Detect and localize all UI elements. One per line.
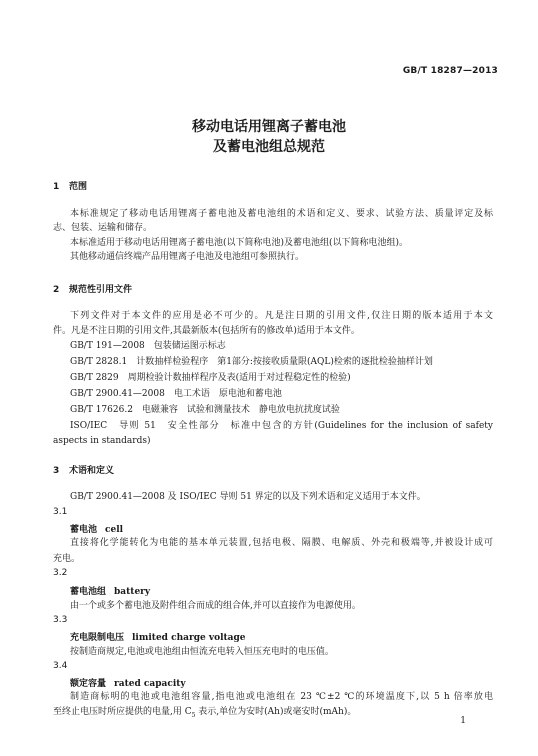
paragraph-line: 本标准适用于移动电话用锂离子蓄电池(以下简称电池)及蓄电池组(以下简称电池组)。 [70, 238, 409, 248]
section-2-heading [53, 282, 132, 295]
term-name [70, 676, 186, 689]
subscript: 5 [191, 711, 196, 719]
reference-item: GB/T 191—2008 包装储运图示标志 [70, 341, 226, 351]
document-title-line1: 移动电话用锂离子蓄电池 [192, 119, 346, 135]
section-title: 术语和定义 [69, 466, 115, 476]
reference-item: GB/T 2828.1 计数抽样检验程序 第1部分:按接收质量限(AQL)检索的逐批检验抽样计划 [70, 357, 433, 367]
section-1-heading [53, 179, 87, 192]
reference-item: GB/T 2900.41—2008 电工术语 原电池和蓄电池 [70, 389, 282, 399]
paragraph-line: 件。凡是不注日期的引用文件,其最新版本(包括所有的修改单)适用于本文件。 [53, 326, 360, 336]
paragraph-line: 本标准规定了移动电话用锂离子蓄电池及蓄电池组的术语和定义、要求、试验方法、质量评定及标 [70, 209, 493, 219]
term-zh: 蓄电池组 [70, 587, 107, 597]
reference-item: GB/T 2829 周期检验计数抽样程序及表(适用于对过程稳定性的检验) [70, 373, 351, 383]
term-en: cell [105, 525, 124, 535]
definition-line: 按制造商规定,电池或电池组由恒流充电转入恒压充电时的电压值。 [70, 647, 334, 657]
term-zh: 充电限制电压 [70, 633, 125, 643]
definition-line: 制造商标明的电池或电池组容量,指电池或电池组在 23 ℃±2 ℃的环境温度下,以 5 h 倍率放电 [70, 692, 493, 702]
term-name [70, 584, 150, 597]
page-number: 1 [460, 716, 466, 726]
definition-line: 由一个或多个蓄电池及附件组合而成的组合体,并可以直接作为电源使用。 [70, 601, 361, 611]
term-en: battery [114, 587, 151, 597]
definition-line: 充电。 [53, 554, 81, 564]
reference-item: GB/T 17626.2 电磁兼容 试验和测量技术 静电放电抗扰度试验 [70, 405, 340, 415]
paragraph-line: 下列文件对于本文件的应用是必不可少的。凡是注日期的引用文件,仅注日期的版本适用于本文 [70, 311, 493, 321]
term-number: 3.3 [53, 615, 68, 625]
term-en: limited charge voltage [132, 633, 246, 643]
term-zh: 蓄电池 [70, 525, 98, 535]
standard-code: GB/T 18287—2013 [402, 66, 498, 76]
paragraph-line: aspects in standards) [53, 436, 151, 446]
term-en: rated capacity [114, 679, 186, 689]
term-name [70, 630, 246, 643]
section-number: 2 [53, 285, 60, 295]
definition-line [53, 706, 493, 722]
definition-text: 表示,单位为安时(Ah)或毫安时(mAh)。 [195, 707, 357, 717]
reference-item: ISO/IEC 导则 51 安全性部分 标准中包含的方针(Guidelines for the inclusion of safety [70, 421, 493, 431]
section-number: 3 [53, 466, 60, 476]
definition-line: 直接将化学能转化为电能的基本单元装置,包括电极、隔膜、电解质、外壳和极端等,并被设计成可 [70, 538, 493, 548]
term-zh: 额定容量 [70, 679, 107, 689]
section-3-heading [53, 463, 114, 476]
section-title: 范围 [69, 182, 88, 192]
paragraph-line: GB/T 2900.41—2008 及 ISO/IEC 导则 51 界定的以及下列术语和定义适用于本文件。 [70, 492, 426, 502]
definition-text: 至终止电压时所应提供的电量,用 C [53, 707, 192, 717]
term-number: 3.4 [53, 661, 68, 671]
paragraph-line: 其他移动通信终端产品用锂离子电池及电池组可参照执行。 [70, 252, 305, 262]
document-title-line2: 及蓄电池组总规范 [213, 139, 325, 155]
term-number: 3.2 [53, 568, 68, 578]
section-number: 1 [53, 182, 60, 192]
term-name [70, 522, 123, 535]
paragraph-line: 志、包装、运输和储存。 [53, 223, 153, 233]
section-title: 规范性引用文件 [69, 285, 133, 295]
term-number: 3.1 [53, 507, 68, 517]
